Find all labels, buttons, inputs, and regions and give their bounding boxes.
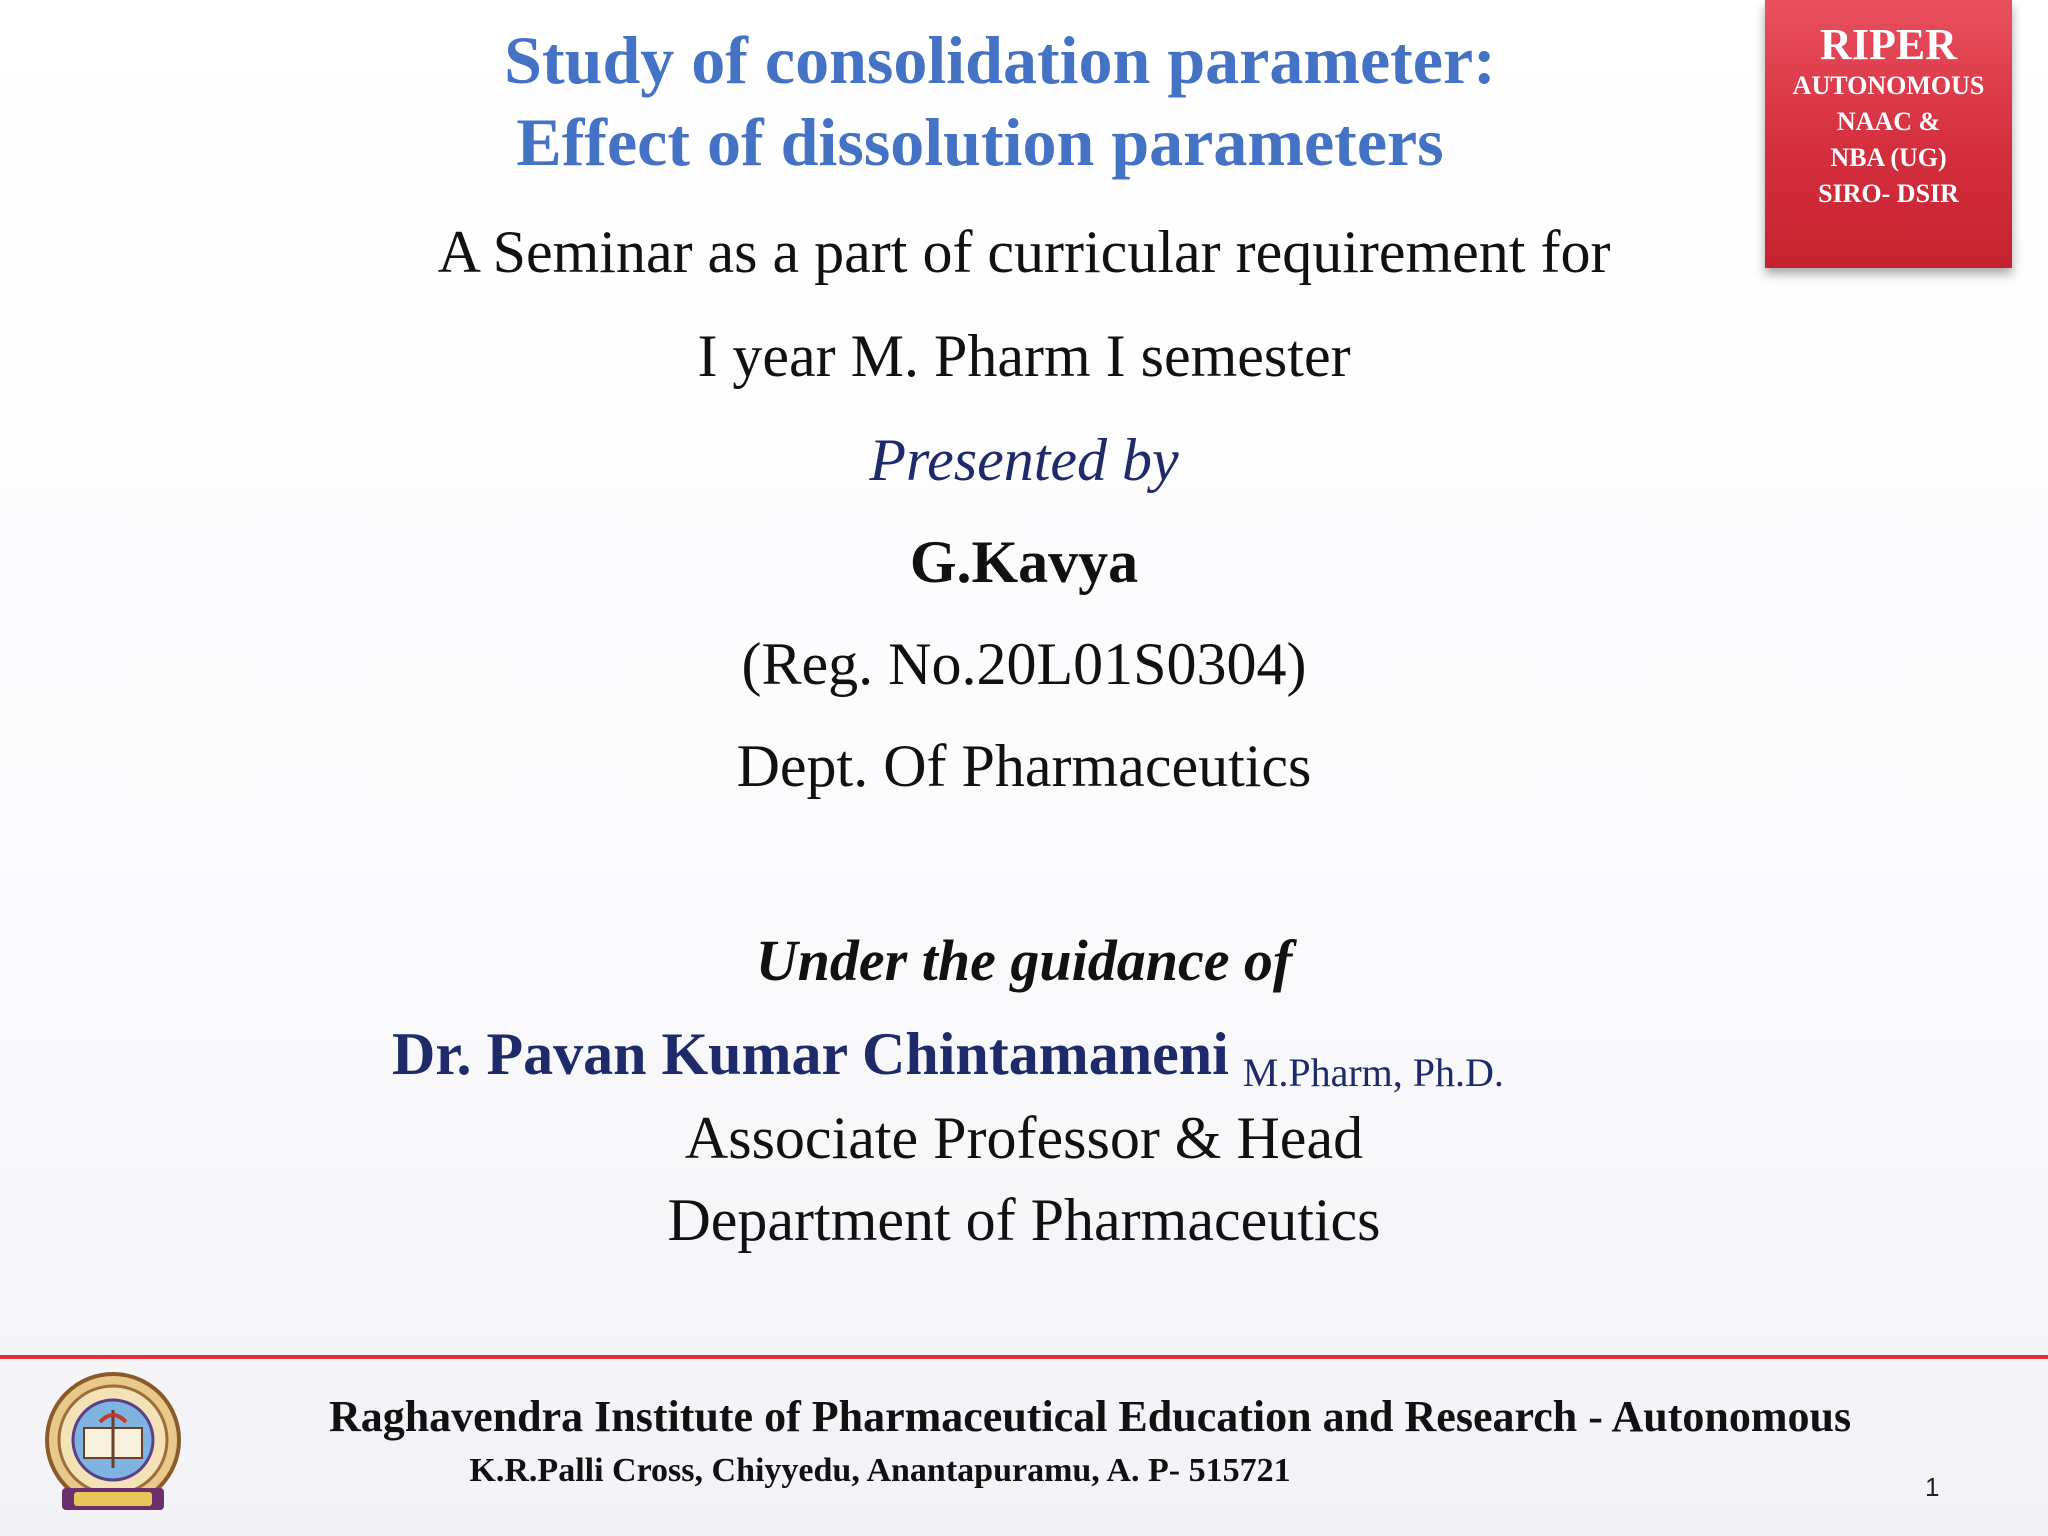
institute-name: Raghavendra Institute of Pharmaceutical Education and Research - Autonomous [328, 1392, 1852, 1441]
badge-line: NAAC & [1836, 107, 1941, 137]
footer-divider [0, 1355, 2048, 1359]
guide-name-row [392, 1021, 1504, 1095]
guide-department: Department of Pharmaceutics [667, 1187, 1381, 1253]
guide-name: Dr. Pavan Kumar Chintamaneni [392, 1021, 1229, 1087]
registration-number: (Reg. No.20L01S0304) [741, 631, 1307, 697]
slide-title-line1: Study of consolidation parameter: [504, 22, 1496, 98]
badge-line: NBA (UG) [1830, 143, 1947, 173]
institute-seal-icon [40, 1370, 186, 1520]
guidance-label: Under the guidance of [755, 928, 1293, 993]
badge-line: SIRO- DSIR [1818, 179, 1959, 209]
seminar-line1: A Seminar as a part of curricular requirement for [437, 219, 1611, 285]
guide-degree: M.Pharm, Ph.D. [1242, 1050, 1504, 1095]
badge-name: RIPER [1820, 20, 1957, 69]
page-number: 1 [1925, 1472, 1940, 1502]
guide-designation: Associate Professor & Head [684, 1105, 1364, 1171]
presented-by-label: Presented by [869, 427, 1179, 493]
slide-title-line2: Effect of dissolution parameters [516, 104, 1444, 180]
badge-line: AUTONOMOUS [1792, 71, 1985, 101]
seminar-line2: I year M. Pharm I semester [697, 323, 1351, 389]
institute-address: K.R.Palli Cross, Chiyyedu, Anantapuramu, A. P- 515721 [469, 1452, 1291, 1489]
presenter-department: Dept. Of Pharmaceutics [736, 733, 1312, 799]
presenter-name: G.Kavya [909, 529, 1139, 595]
